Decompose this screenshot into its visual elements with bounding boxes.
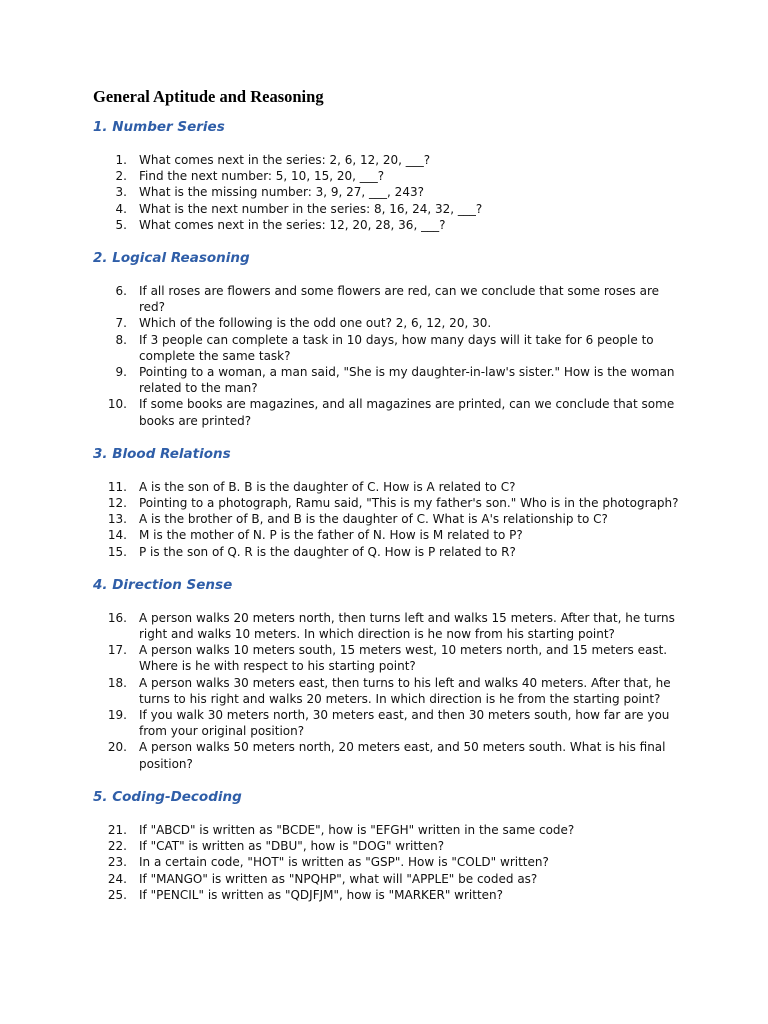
question-number: 5.	[115, 217, 127, 232]
question-item	[93, 332, 679, 364]
question-number: 8.	[115, 332, 127, 347]
question-item	[93, 479, 679, 495]
question-item	[93, 739, 679, 771]
question-item	[93, 396, 679, 428]
question-number: 7.	[115, 316, 127, 331]
question-item	[93, 315, 679, 331]
question-number: 4.	[115, 201, 127, 216]
question-number: 10.	[107, 397, 127, 412]
question-number: 13.	[107, 512, 127, 527]
question-list	[93, 152, 683, 233]
question-item	[93, 217, 679, 233]
question-number: 1.	[115, 153, 127, 167]
question-text: What comes next in the series: 2, 6, 12, 20, ___?	[139, 153, 431, 167]
question-item	[93, 838, 679, 854]
question-number: 14.	[107, 528, 127, 543]
question-number: 18.	[107, 675, 127, 690]
question-item	[93, 168, 679, 184]
question-list	[93, 283, 683, 429]
question-number: 21.	[107, 822, 127, 837]
question-text: P is the son of Q. R is the daughter of Q. How is P related to R?	[139, 544, 516, 559]
question-number: 19.	[107, 708, 127, 723]
question-number: 22.	[107, 839, 127, 854]
question-text: A person walks 10 meters south, 15 meters west, 10 meters north, and 15 meters east. Where is he with respect to his starting point?	[139, 643, 668, 674]
question-item	[93, 887, 679, 903]
question-item	[93, 527, 679, 543]
question-number: 25.	[107, 887, 127, 902]
question-item	[93, 184, 679, 200]
question-text: M is the mother of N. P is the father of N. How is M related to P?	[139, 528, 523, 543]
question-item	[93, 152, 679, 168]
question-text: What comes next in the series: 12, 20, 28, 36, ___?	[139, 217, 446, 232]
question-item	[93, 495, 679, 511]
document-page	[93, 86, 683, 919]
question-number: 15.	[107, 544, 127, 559]
question-item	[93, 610, 679, 642]
question-text: Find the next number: 5, 10, 15, 20, ___?	[139, 169, 385, 184]
question-number: 3.	[115, 185, 127, 200]
question-number: 6.	[115, 284, 127, 299]
question-number: 23.	[107, 855, 127, 870]
question-number: 17.	[107, 643, 127, 658]
question-number: 2.	[115, 169, 127, 184]
section	[93, 118, 683, 233]
question-text: If 3 people can complete a task in 10 days, how many days will it take for 6 people to complete the same task?	[139, 332, 654, 363]
sections-container	[93, 118, 683, 903]
question-text: Pointing to a photograph, Ramu said, "This is my father's son." Who is in the photograph?	[139, 496, 679, 511]
question-text: What is the next number in the series: 8, 16, 24, 32, ___?	[139, 201, 483, 216]
question-text: A is the son of B. B is the daughter of C. How is A related to C?	[139, 479, 516, 494]
question-text: If "ABCD" is written as "BCDE", how is "EFGH" written in the same code?	[139, 822, 575, 837]
section-heading: 1. Number Series	[93, 119, 225, 135]
question-text: If "PENCIL" is written as "QDJFJM", how is "MARKER" written?	[139, 887, 504, 902]
section-heading: 3. Blood Relations	[93, 445, 231, 462]
question-item	[93, 283, 679, 315]
section-heading: 5. Coding-Decoding	[93, 788, 242, 805]
question-text: A person walks 30 meters east, then turns to his left and walks 40 meters. After that, he turns to his right and walks 20 meters. In which direction is he from the starting point?	[139, 675, 671, 706]
question-number: 12.	[107, 496, 127, 511]
section	[93, 445, 683, 560]
section-heading: 2. Logical Reasoning	[93, 250, 250, 267]
question-text: If you walk 30 meters north, 30 meters east, and then 30 meters south, how far are you from your original position?	[139, 708, 670, 739]
question-list	[93, 610, 683, 772]
question-item	[93, 201, 679, 217]
question-text: What is the missing number: 3, 9, 27, ___, 243?	[139, 185, 424, 200]
section	[93, 249, 683, 429]
question-item	[93, 707, 679, 739]
question-number: 24.	[107, 871, 127, 886]
question-number: 11.	[107, 479, 127, 494]
question-text: A is the brother of B, and B is the daughter of C. What is A's relationship to C?	[139, 512, 608, 527]
question-item	[93, 544, 679, 560]
question-text: A person walks 20 meters north, then turns left and walks 15 meters. After that, he turns right and walks 10 meters. In which direction is he now from his starting point?	[139, 610, 675, 642]
section	[93, 576, 683, 772]
question-text: In a certain code, "HOT" is written as "GSP". How is "COLD" written?	[139, 855, 549, 870]
section-heading: 4. Direction Sense	[93, 576, 233, 593]
question-text: Which of the following is the odd one out? 2, 6, 12, 20, 30.	[139, 316, 492, 331]
question-number: 9.	[115, 365, 127, 380]
question-text: If "MANGO" is written as "NPQHP", what will "APPLE" be coded as?	[139, 871, 538, 886]
question-text: If all roses are flowers and some flowers are red, can we conclude that some roses are red?	[139, 284, 659, 315]
question-text: If some books are magazines, and all magazines are printed, can we conclude that some books are printed?	[139, 397, 675, 428]
question-item	[93, 871, 679, 887]
question-item	[93, 642, 679, 674]
section	[93, 788, 683, 903]
question-item	[93, 675, 679, 707]
question-item	[93, 854, 679, 870]
question-text: A person walks 50 meters north, 20 meters east, and 50 meters south. What is his final position?	[139, 740, 666, 771]
question-item	[93, 364, 679, 396]
question-list	[93, 822, 683, 903]
question-text: If "CAT" is written as "DBU", how is "DOG" written?	[139, 839, 445, 854]
question-list	[93, 479, 683, 560]
question-number: 20.	[107, 740, 127, 755]
document-title: General Aptitude and Reasoning	[93, 87, 324, 106]
question-text: Pointing to a woman, a man said, "She is my daughter-in-law's sister." How is the woman related to the man?	[139, 365, 675, 396]
question-number: 16.	[107, 610, 127, 625]
question-item	[93, 511, 679, 527]
question-item	[93, 822, 679, 838]
